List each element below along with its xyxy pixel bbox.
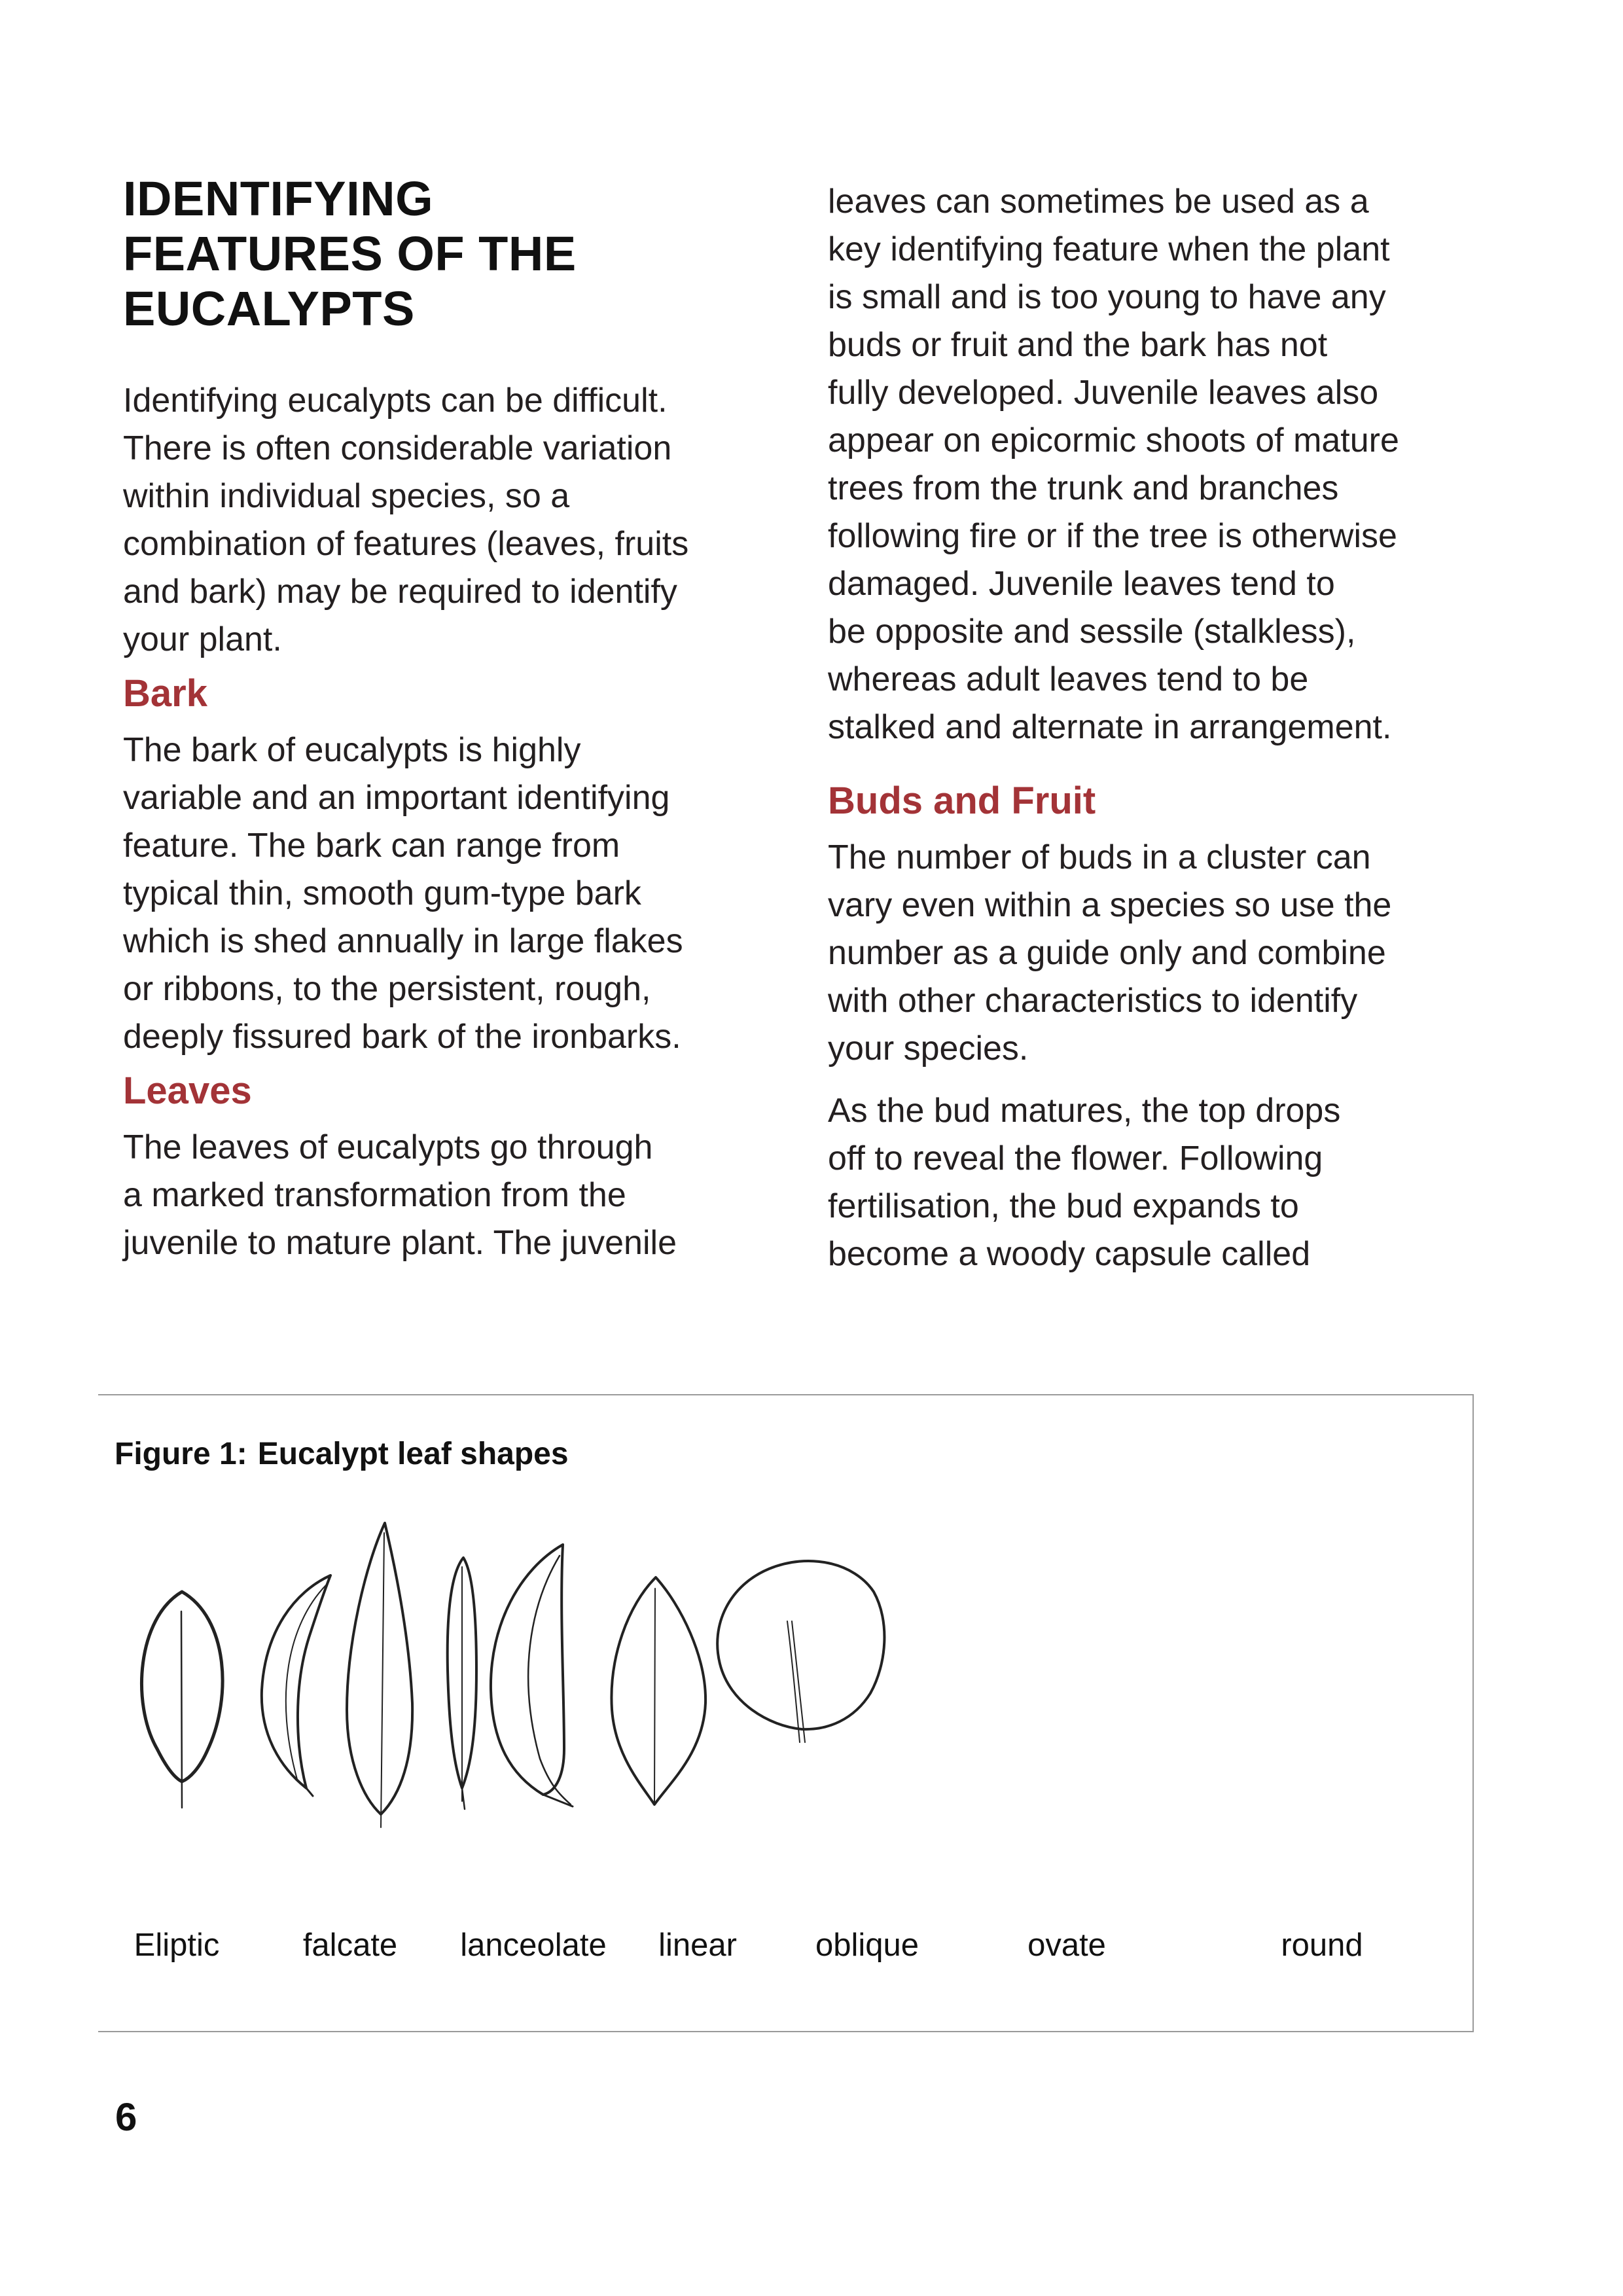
bark-paragraph: [123, 726, 738, 1061]
text-line: a marked transformation from the: [123, 1176, 626, 1214]
eliptic-leaf-icon: [141, 1592, 223, 1808]
page-title: [123, 171, 738, 336]
text-line: feature. The bark can range from: [123, 827, 620, 865]
text-line: with other characteristics to identify: [828, 982, 1358, 1020]
text-line: typical thin, smooth gum-type bark: [123, 874, 641, 912]
text-line: Identifying eucalypts can be difficult.: [123, 382, 668, 420]
text-line: appear on epicormic shoots of mature: [828, 422, 1399, 459]
round-leaf-icon: [717, 1561, 884, 1742]
text-line: The bark of eucalypts is highly: [123, 731, 581, 769]
text-line: The leaves of eucalypts go through: [123, 1128, 653, 1166]
text-line: which is shed annually in large flakes: [123, 922, 683, 960]
title-line: IDENTIFYING: [123, 171, 434, 226]
text-line: be opposite and sessile (stalkless),: [828, 613, 1356, 651]
leaf-label: Eliptic: [134, 1928, 220, 1963]
figure-caption-title: Eucalypt leaf shapes: [257, 1437, 569, 1471]
leaf-label: oblique: [815, 1928, 919, 1963]
text-line: become a woody capsule called: [828, 1235, 1311, 1273]
text-line: deeply fissured bark of the ironbarks.: [123, 1018, 681, 1056]
linear-leaf-icon: [448, 1558, 476, 1809]
oblique-leaf-icon: [491, 1545, 573, 1806]
leaves-paragraph: [123, 1124, 738, 1267]
text-line: and bark) may be required to identify: [123, 573, 677, 611]
left-column: [123, 171, 738, 1267]
figure-leaf-shapes: [98, 1394, 1474, 2032]
text-line: damaged. Juvenile leaves tend to: [828, 565, 1335, 603]
text-line: leaves can sometimes be used as a: [828, 183, 1369, 221]
text-line: combination of features (leaves, fruits: [123, 525, 689, 563]
text-line: your species.: [828, 1030, 1029, 1067]
text-line: key identifying feature when the plant: [828, 230, 1390, 268]
text-line: fertilisation, the bud expands to: [828, 1187, 1299, 1225]
page-number: 6: [115, 2095, 137, 2139]
right-column: [828, 178, 1443, 1278]
text-line: As the bud matures, the top drops: [828, 1092, 1341, 1130]
text-line: number as a guide only and combine: [828, 934, 1386, 972]
figure-caption-prefix: Figure 1:: [115, 1437, 247, 1471]
text-line: trees from the trunk and branches: [828, 469, 1339, 507]
leaf-label: ovate: [1027, 1928, 1106, 1963]
text-line: stalked and alternate in arrangement.: [828, 708, 1392, 746]
text-line: The number of buds in a cluster can: [828, 838, 1371, 876]
intro-paragraph: [123, 377, 738, 664]
text-line: off to reveal the flower. Following: [828, 1139, 1323, 1177]
leaf-label: falcate: [302, 1928, 398, 1963]
buds-fruit-heading: Buds and Fruit: [828, 780, 1096, 822]
buds-paragraph-1: [828, 834, 1443, 1073]
buds-paragraph-2: [828, 1087, 1443, 1278]
text-line: your plant.: [123, 620, 282, 658]
text-line: There is often considerable variation: [123, 429, 672, 467]
ovate-leaf-icon: [611, 1577, 705, 1804]
text-line: variable and an important identifying: [123, 779, 670, 817]
leaf-label: linear: [658, 1928, 737, 1963]
text-line: juvenile to mature plant. The juvenile: [123, 1224, 677, 1262]
text-line: or ribbons, to the persistent, rough,: [123, 970, 651, 1008]
leaf-label: round: [1281, 1928, 1363, 1963]
text-line: buds or fruit and the bark has not: [828, 326, 1328, 364]
title-line: FEATURES OF THE: [123, 226, 577, 281]
text-line: vary even within a species so use the: [828, 886, 1392, 924]
text-line: whereas adult leaves tend to be: [828, 660, 1309, 698]
text-line: is small and is too young to have any: [828, 278, 1386, 316]
text-line: fully developed. Juvenile leaves also: [828, 374, 1379, 412]
text-line: within individual species, so a: [123, 477, 570, 515]
leaf-label: lanceolate: [460, 1928, 607, 1963]
text-line: following fire or if the tree is otherwise: [828, 517, 1397, 555]
lanceolate-leaf-icon: [347, 1523, 412, 1827]
title-line: EUCALYPTS: [123, 281, 415, 336]
leaves-heading: Leaves: [123, 1069, 252, 1112]
leaves-continued-paragraph: [828, 178, 1443, 751]
falcate-leaf-icon: [262, 1575, 330, 1796]
bark-heading: Bark: [123, 672, 207, 715]
